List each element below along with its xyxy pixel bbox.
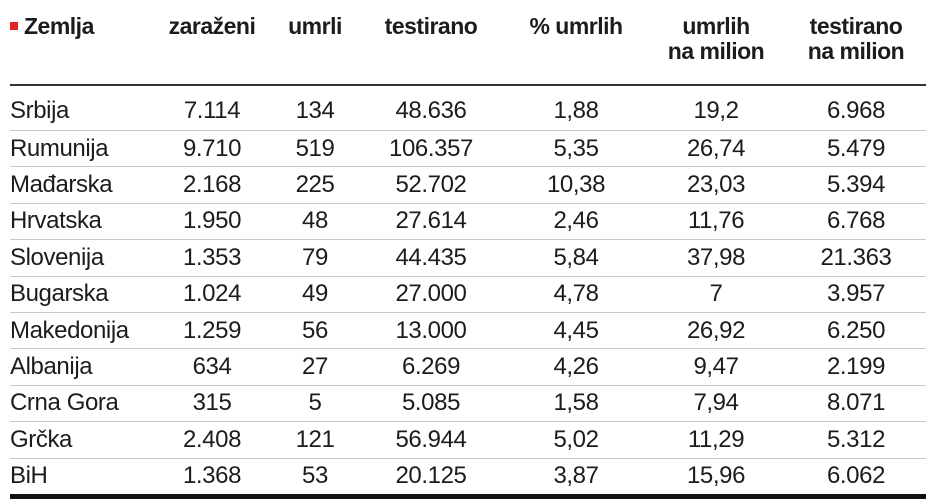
column-header-line1: umrli [288, 13, 342, 39]
cell-deaths-per-million: 26,92 [646, 312, 786, 348]
cell-deaths-per-million: 11,29 [646, 422, 786, 458]
red-square-bullet-icon [10, 22, 18, 30]
cell-death-percent: 4,45 [506, 312, 646, 348]
cell-country: BiH [10, 458, 150, 496]
cell-deaths: 121 [274, 422, 356, 458]
column-header-line1: zaraženi [168, 13, 256, 39]
column-header-infected [150, 12, 274, 85]
cell-country: Makedonija [10, 312, 150, 348]
cell-deaths: 79 [274, 240, 356, 276]
cell-deaths: 56 [274, 312, 356, 348]
cell-death-percent: 5,35 [506, 131, 646, 167]
table-row [10, 349, 926, 385]
cell-country: Rumunija [10, 131, 150, 167]
cell-deaths: 519 [274, 131, 356, 167]
table-header [10, 12, 926, 85]
column-header-deaths [274, 12, 356, 85]
cell-infected: 1.259 [150, 312, 274, 348]
cell-deaths: 53 [274, 458, 356, 496]
column-header-line2: na milion [807, 38, 905, 64]
cell-death-percent: 4,26 [506, 349, 646, 385]
cell-country: Srbija [10, 85, 150, 131]
table-row [10, 276, 926, 312]
cell-deaths-per-million: 9,47 [646, 349, 786, 385]
table-row [10, 458, 926, 496]
cell-country: Hrvatska [10, 203, 150, 239]
cell-tested: 44.435 [356, 240, 506, 276]
cell-deaths: 48 [274, 203, 356, 239]
cell-deaths: 225 [274, 167, 356, 203]
column-header-line1: % umrlih [529, 13, 623, 39]
cell-tested-per-million: 2.199 [786, 349, 926, 385]
cell-country: Slovenija [10, 240, 150, 276]
cell-tested-per-million: 3.957 [786, 276, 926, 312]
cell-tested-per-million: 21.363 [786, 240, 926, 276]
table-row [10, 385, 926, 421]
cell-infected: 1.950 [150, 203, 274, 239]
cell-country: Grčka [10, 422, 150, 458]
cell-tested: 27.614 [356, 203, 506, 239]
cell-infected: 315 [150, 385, 274, 421]
column-header-line1: umrlih [682, 13, 750, 39]
table-row [10, 240, 926, 276]
cell-deaths-per-million: 15,96 [646, 458, 786, 496]
cell-infected: 9.710 [150, 131, 274, 167]
cell-infected: 1.024 [150, 276, 274, 312]
cell-deaths-per-million: 26,74 [646, 131, 786, 167]
column-header-line1: testirano [809, 13, 903, 39]
cell-country: Mađarska [10, 167, 150, 203]
table-row [10, 312, 926, 348]
cell-death-percent: 1,58 [506, 385, 646, 421]
column-header-death-percent [506, 12, 646, 85]
column-header-country [10, 12, 150, 85]
cell-tested-per-million: 6.968 [786, 85, 926, 131]
cell-death-percent: 5,84 [506, 240, 646, 276]
cell-infected: 1.353 [150, 240, 274, 276]
cell-tested-per-million: 6.768 [786, 203, 926, 239]
table-row [10, 422, 926, 458]
cell-deaths-per-million: 19,2 [646, 85, 786, 131]
cell-tested-per-million: 5.312 [786, 422, 926, 458]
cell-deaths-per-million: 37,98 [646, 240, 786, 276]
cell-deaths: 5 [274, 385, 356, 421]
cell-tested-per-million: 6.250 [786, 312, 926, 348]
column-header-line2: na milion [667, 38, 765, 64]
cell-death-percent: 3,87 [506, 458, 646, 496]
cell-deaths-per-million: 7,94 [646, 385, 786, 421]
cell-infected: 634 [150, 349, 274, 385]
cell-infected: 2.408 [150, 422, 274, 458]
cell-death-percent: 4,78 [506, 276, 646, 312]
table-body [10, 85, 926, 496]
cell-country: Albanija [10, 349, 150, 385]
table-row [10, 203, 926, 239]
table-row [10, 85, 926, 131]
header-row [10, 12, 926, 85]
cell-country: Crna Gora [10, 385, 150, 421]
covid-stats-table [10, 12, 926, 499]
cell-tested: 56.944 [356, 422, 506, 458]
cell-tested-per-million: 5.479 [786, 131, 926, 167]
table-row [10, 167, 926, 203]
cell-deaths-per-million: 7 [646, 276, 786, 312]
cell-infected: 1.368 [150, 458, 274, 496]
cell-death-percent: 2,46 [506, 203, 646, 239]
cell-deaths: 134 [274, 85, 356, 131]
cell-deaths-per-million: 23,03 [646, 167, 786, 203]
cell-tested: 27.000 [356, 276, 506, 312]
column-header-tested [356, 12, 506, 85]
column-header-tested-per-million [786, 12, 926, 85]
cell-infected: 2.168 [150, 167, 274, 203]
cell-tested: 20.125 [356, 458, 506, 496]
cell-tested-per-million: 5.394 [786, 167, 926, 203]
cell-tested-per-million: 8.071 [786, 385, 926, 421]
column-header-deaths-per-million [646, 12, 786, 85]
cell-tested: 13.000 [356, 312, 506, 348]
cell-tested: 106.357 [356, 131, 506, 167]
cell-tested: 6.269 [356, 349, 506, 385]
cell-deaths-per-million: 11,76 [646, 203, 786, 239]
table-row [10, 131, 926, 167]
cell-country: Bugarska [10, 276, 150, 312]
cell-death-percent: 5,02 [506, 422, 646, 458]
cell-deaths: 27 [274, 349, 356, 385]
cell-tested: 5.085 [356, 385, 506, 421]
cell-death-percent: 1,88 [506, 85, 646, 131]
cell-deaths: 49 [274, 276, 356, 312]
cell-infected: 7.114 [150, 85, 274, 131]
cell-death-percent: 10,38 [506, 167, 646, 203]
column-header-line1: Zemlja [24, 13, 94, 39]
cell-tested-per-million: 6.062 [786, 458, 926, 496]
cell-tested: 48.636 [356, 85, 506, 131]
cell-tested: 52.702 [356, 167, 506, 203]
column-header-line1: testirano [384, 13, 478, 39]
